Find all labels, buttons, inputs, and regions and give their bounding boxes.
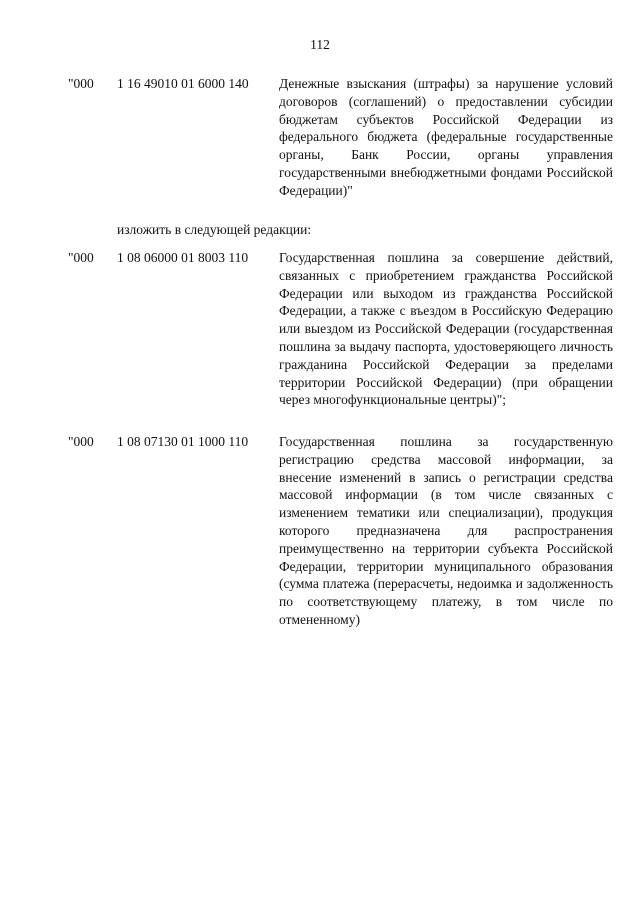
row-description: Государственная пошлина за совершение действий, связанных с приобретением гражданства Российской Федерации или выходом из гражданства Российской Федерации, а также с въездом в Российскую Федерацию или выездом из Российской Федерации (государственная пошлина за выдачу паспорта, удостоверяющего личность гражданина Российской Федерации за пределами территории Российской Федерации) (при обращении через многофункциональные центры)";: [279, 250, 613, 408]
kbk-code: 1 16 49010 01 6000 140: [117, 76, 249, 91]
row-description: Денежные взыскания (штрафы) за нарушение условий договоров (соглашений) о предоставлении субсидии бюджетам субъектов Российской Федерации из федерального бюджета (федеральные государственные органы, Банк России, органы управления государственными внебюджетными фондами Российской Федерации)": [279, 76, 613, 198]
admin-code: "000: [68, 434, 94, 449]
kbk-code: 1 08 06000 01 8003 110: [117, 250, 249, 265]
instruction-text: изложить в следующей редакции:: [117, 222, 312, 237]
page-number: 112: [310, 37, 330, 52]
row-description: Государственная пошлина за государственную регистрацию средства массовой информации, за внесение изменений в запись о регистрации средства массовой информации (в том числе связанных с изменением тематики или специализации), продукция которого предназначена для распространения преимущественно на территории субъекта Российской Федерации, территории муниципального образования (сумма платежа (перерасчеты, недоимка и задолженность по соответствующему платежу, в том числе по отмененному): [279, 434, 613, 627]
admin-code: "000: [68, 250, 94, 265]
admin-code: "000: [68, 76, 94, 91]
kbk-code: 1 08 07130 01 1000 110: [117, 434, 249, 449]
